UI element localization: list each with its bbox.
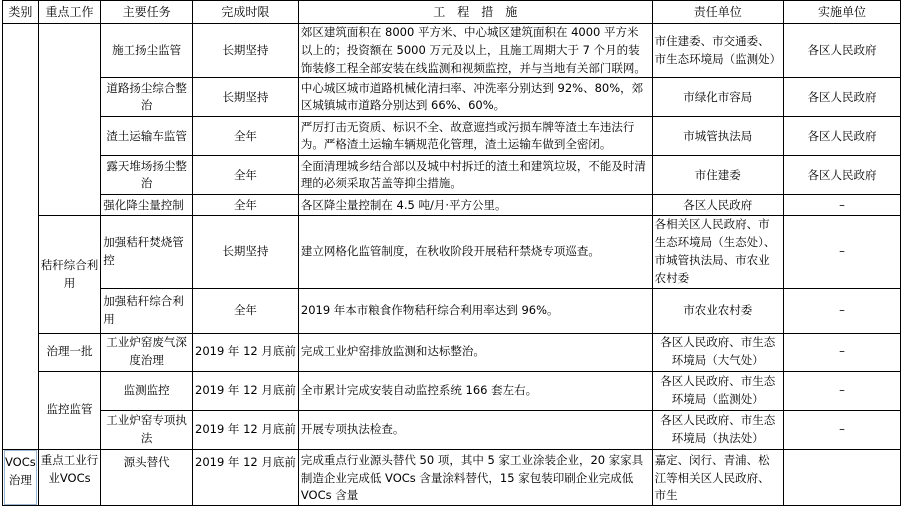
responsible-cell: 各区人民政府 xyxy=(652,195,783,216)
responsible-cell: 市住建委 xyxy=(652,156,783,195)
measure-cell: 完成重点行业源头替代 50 项，其中 5 家工业涂装企业，20 家家具制造企业完成低 VOCs 含量涂料替代，15 家包装印刷企业完成低 VOCs 含量 xyxy=(298,449,652,505)
measure-cell: 建立网格化监管制度，在秋收阶段开展秸秆禁烧专项巡查。 xyxy=(298,216,652,288)
deadline-cell: 2019 年 12 月底前 xyxy=(193,333,299,371)
deadline-cell: 全年 xyxy=(193,195,299,216)
header-key-work: 重点工作 xyxy=(38,1,101,24)
deadline-cell: 长期坚持 xyxy=(193,78,299,117)
main-task-cell: 加强秸秆综合利用 xyxy=(101,288,193,333)
implementing-cell xyxy=(783,449,900,505)
responsible-cell: 市城管执法局 xyxy=(652,117,783,156)
deadline-cell: 全年 xyxy=(193,156,299,195)
header-row xyxy=(3,1,901,24)
measure-cell: 郊区建筑面积在 8000 平方米、中心城区建筑面积在 4000 平方米以上的；投资额在 5000 万元及以上，且施工周期大于 7 个月的装饰装修工程全部安装在线监测和视频监控，并与当地有关部门联网。 xyxy=(298,24,652,78)
main-task-cell: 工业炉窑废气深度治理 xyxy=(101,333,193,371)
deadline-cell: 全年 xyxy=(193,117,299,156)
measure-cell: 全面清理城乡结合部以及城中村拆迁的渣土和建筑垃圾，不能及时清理的必须采取苫盖等抑尘措施。 xyxy=(298,156,652,195)
main-task-cell: 监测监控 xyxy=(101,371,193,410)
measure-cell: 中心城区城市道路机械化清扫率、冲洗率分别达到 92%、80%，郊区城镇城市道路分别达到 66%、60%。 xyxy=(298,78,652,117)
measure-cell: 全市累计完成安装自动监控系统 166 套左右。 xyxy=(298,371,652,410)
deadline-cell: 全年 xyxy=(193,288,299,333)
main-task-cell: 渣土运输车监管 xyxy=(101,117,193,156)
main-task-cell: 施工扬尘监管 xyxy=(101,24,193,78)
measure-cell: 开展专项执法检查。 xyxy=(298,410,652,449)
table-row xyxy=(3,288,901,333)
deadline-cell: 2019 年 12 月底前 xyxy=(193,371,299,410)
key-work-vocs: 重点工业行业VOCs xyxy=(38,449,101,505)
header-category: 类别 xyxy=(3,1,39,24)
implementing-cell: – xyxy=(783,216,900,288)
main-task-cell: 露天堆场扬尘整治 xyxy=(101,156,193,195)
table-row xyxy=(3,449,901,505)
implementing-cell: – xyxy=(783,195,900,216)
deadline-cell: 长期坚持 xyxy=(193,24,299,78)
measures-table xyxy=(2,0,901,506)
responsible-cell: 嘉定、闵行、青浦、松江等相关区人民政府、市生 xyxy=(652,449,783,505)
table-row xyxy=(3,216,901,288)
category-cell-blank xyxy=(3,24,39,450)
key-work-cell-blank xyxy=(38,24,101,216)
responsible-cell: 各区人民政府、市生态环境局（执法处） xyxy=(652,410,783,449)
measure-cell: 2019 年本市粮食作物秸秆综合利用率达到 96%。 xyxy=(298,288,652,333)
header-implementing: 实施单位 xyxy=(783,1,900,24)
main-task-cell: 加强秸秆焚烧管控 xyxy=(101,216,193,288)
responsible-cell: 各区人民政府、市生态环境局（大气处） xyxy=(652,333,783,371)
responsible-cell: 各相关区人民政府、市生态环境局（生态处）、市城管执法局、市农业农村委 xyxy=(652,216,783,288)
deadline-cell: 2019 年 12 月底前 xyxy=(193,410,299,449)
table-row xyxy=(3,333,901,371)
implementing-cell: 各区人民政府 xyxy=(783,117,900,156)
implementing-cell: 各区人民政府 xyxy=(783,78,900,117)
implementing-cell: – xyxy=(783,333,900,371)
measure-cell: 严厉打击无资质、标识不全、故意遮挡或污损车牌等渣土车违法行为。严格渣土运输车辆规范化管理，渣土运输车做到全密闭。 xyxy=(298,117,652,156)
responsible-cell: 各区人民政府、市生态环境局（监测处） xyxy=(652,371,783,410)
main-task-cell: 源头替代 xyxy=(101,449,193,505)
responsible-cell: 市住建委、市交通委、市生态环境局（监测处） xyxy=(652,24,783,78)
implementing-cell: – xyxy=(783,410,900,449)
category-vocs: VOCs治理 xyxy=(3,449,39,505)
responsible-cell: 市绿化市容局 xyxy=(652,78,783,117)
deadline-cell: 长期坚持 xyxy=(193,216,299,288)
key-work-straw: 秸秆综合利用 xyxy=(38,216,101,333)
header-responsible: 责任单位 xyxy=(652,1,783,24)
implementing-cell: 各区人民政府 xyxy=(783,24,900,78)
main-task-cell: 工业炉窑专项执法 xyxy=(101,410,193,449)
header-measures: 工 程 措 施 xyxy=(298,1,652,24)
table-row xyxy=(3,410,901,449)
main-task-cell: 强化降尘量控制 xyxy=(101,195,193,216)
table-row xyxy=(3,117,901,156)
table-row xyxy=(3,195,901,216)
implementing-cell: 各区人民政府 xyxy=(783,156,900,195)
measure-cell: 各区降尘量控制在 4.5 吨/月·平方公里。 xyxy=(298,195,652,216)
table-row xyxy=(3,156,901,195)
implementing-cell: – xyxy=(783,288,900,333)
measure-cell: 完成工业炉窑排放监测和达标整治。 xyxy=(298,333,652,371)
key-work-monitor: 监控监管 xyxy=(38,371,101,449)
key-work-industry: 治理一批 xyxy=(38,333,101,371)
table-row xyxy=(3,78,901,117)
header-main-task: 主要任务 xyxy=(101,1,193,24)
implementing-cell: – xyxy=(783,371,900,410)
responsible-cell: 市农业农村委 xyxy=(652,288,783,333)
table-row xyxy=(3,24,901,78)
header-deadline: 完成时限 xyxy=(193,1,299,24)
table-row xyxy=(3,371,901,410)
main-task-cell: 道路扬尘综合整治 xyxy=(101,78,193,117)
deadline-cell: 2019 年 12 月底前 xyxy=(193,449,299,505)
